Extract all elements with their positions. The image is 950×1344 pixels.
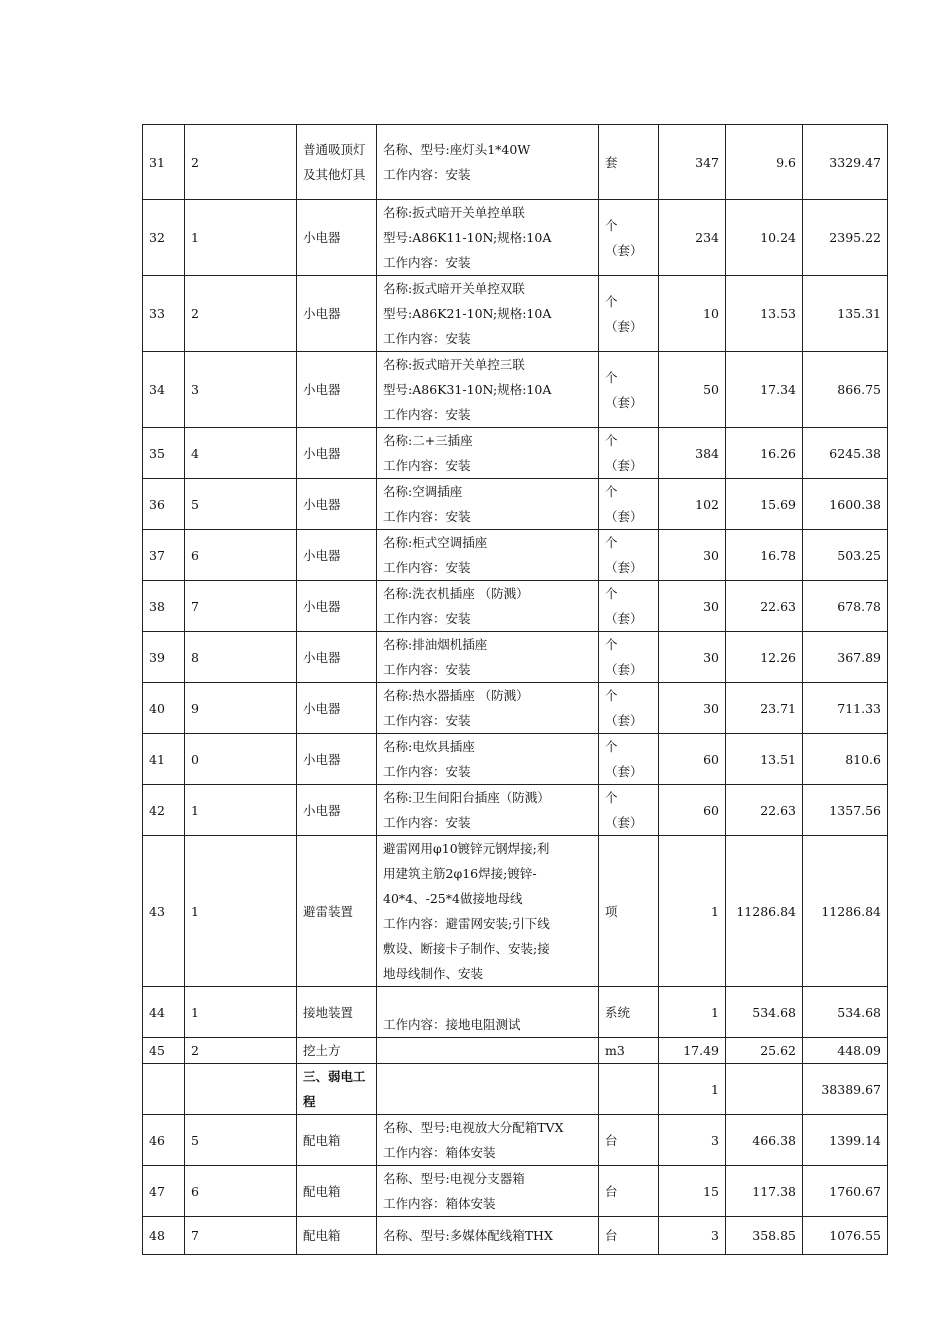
unit-cell: 个 （套） [599,581,659,632]
unit-cell: 个 （套） [599,479,659,530]
total-price-cell: 810.6 [803,734,888,785]
sub-number-cell: 6 [185,1166,297,1217]
table-body [143,125,888,1255]
sub-number-cell: 2 [185,125,297,200]
unit-cell: 套 [599,125,659,200]
item-description-cell: 名称:排油烟机插座 工作内容：安装 [377,632,599,683]
item-description-cell: 名称、型号:座灯头1*40W 工作内容：安装 [377,125,599,200]
sub-number-cell: 6 [185,530,297,581]
item-name-cell: 避雷装置 [297,836,377,987]
table-row [143,683,888,734]
sub-number-cell: 2 [185,1038,297,1064]
item-description-cell: 名称:卫生间阳台插座（防溅） 工作内容：安装 [377,785,599,836]
unit-price-cell: 22.63 [726,785,803,836]
item-description-cell: 名称:空调插座 工作内容：安装 [377,479,599,530]
unit-price-cell: 13.51 [726,734,803,785]
item-number-cell: 36 [143,479,185,530]
table-row [143,836,888,987]
total-price-cell: 11286.84 [803,836,888,987]
bill-of-quantities-table [142,124,888,1255]
table-row [143,428,888,479]
table-row [143,1166,888,1217]
item-number-cell: 35 [143,428,185,479]
table-row [143,276,888,352]
unit-price-cell: 466.38 [726,1115,803,1166]
item-number-cell: 48 [143,1217,185,1255]
unit-cell: 个 （套） [599,734,659,785]
unit-price-cell: 22.63 [726,581,803,632]
total-price-cell: 1357.56 [803,785,888,836]
quantity-cell: 30 [659,530,726,581]
unit-cell: 个 （套） [599,785,659,836]
unit-cell: 个 （套） [599,632,659,683]
item-number-cell: 47 [143,1166,185,1217]
item-description-cell: 名称:扳式暗开关单控单联 型号:A86K11-10N;规格:10A 工作内容：安装 [377,200,599,276]
total-price-cell: 6245.38 [803,428,888,479]
section-header-row [143,1064,888,1115]
quantity-cell: 60 [659,785,726,836]
item-name-cell: 小电器 [297,200,377,276]
item-number-cell: 44 [143,987,185,1038]
sub-number-cell: 5 [185,479,297,530]
item-number-cell: 33 [143,276,185,352]
quantity-cell: 30 [659,683,726,734]
total-price-cell: 2395.22 [803,200,888,276]
unit-price-cell: 25.62 [726,1038,803,1064]
sub-number-cell: 1 [185,785,297,836]
item-number-cell: 43 [143,836,185,987]
unit-price-cell: 15.69 [726,479,803,530]
item-description-cell: 工作内容：接地电阻测试 [377,987,599,1038]
item-name-cell: 小电器 [297,428,377,479]
item-number-cell: 42 [143,785,185,836]
item-description-cell: 名称:扳式暗开关单控三联 型号:A86K31-10N;规格:10A 工作内容：安装 [377,352,599,428]
sub-number-cell: 5 [185,1115,297,1166]
item-description-cell: 名称:二+三插座 工作内容：安装 [377,428,599,479]
quantity-cell: 3 [659,1217,726,1255]
item-number-cell: 39 [143,632,185,683]
item-name-cell: 普通吸顶灯及其他灯具 [297,125,377,200]
unit-price-cell: 358.85 [726,1217,803,1255]
item-number-cell: 34 [143,352,185,428]
sub-number-cell: 4 [185,428,297,479]
unit-cell [599,1064,659,1115]
total-price-cell: 1600.38 [803,479,888,530]
unit-cell: 个 （套） [599,428,659,479]
sub-number-cell: 1 [185,987,297,1038]
item-description-cell: 名称:扳式暗开关单控双联 型号:A86K21-10N;规格:10A 工作内容：安装 [377,276,599,352]
item-name-cell: 小电器 [297,734,377,785]
total-price-cell: 135.31 [803,276,888,352]
table-row [143,632,888,683]
item-number-cell: 40 [143,683,185,734]
sub-number-cell: 7 [185,581,297,632]
item-name-cell: 小电器 [297,530,377,581]
sub-number-cell: 9 [185,683,297,734]
item-number-cell: 41 [143,734,185,785]
item-description-cell: 避雷网用φ10镀锌元钢焊接;利 用建筑主筋2φ16焊接;镀锌- 40*4、-25*4做接地母线 工作内容：避雷网安装;引下线 敷设、断接卡子制作、安装;接 地母线制作、安装 [377,836,599,987]
item-name-cell: 配电箱 [297,1217,377,1255]
item-name-cell: 小电器 [297,683,377,734]
unit-price-cell: 534.68 [726,987,803,1038]
total-price-cell: 678.78 [803,581,888,632]
total-price-cell: 1076.55 [803,1217,888,1255]
table-row [143,734,888,785]
item-name-cell: 配电箱 [297,1115,377,1166]
unit-cell: 个 （套） [599,276,659,352]
total-price-cell: 503.25 [803,530,888,581]
item-name-cell: 小电器 [297,352,377,428]
total-price-cell: 38389.67 [803,1064,888,1115]
item-description-cell: 名称:洗衣机插座 （防溅） 工作内容：安装 [377,581,599,632]
item-name-cell: 小电器 [297,785,377,836]
quantity-cell: 30 [659,581,726,632]
quantity-cell: 1 [659,987,726,1038]
item-number-cell: 37 [143,530,185,581]
quantity-cell: 60 [659,734,726,785]
quantity-cell: 17.49 [659,1038,726,1064]
table-row [143,200,888,276]
unit-cell: 系统 [599,987,659,1038]
total-price-cell: 367.89 [803,632,888,683]
item-number-cell: 46 [143,1115,185,1166]
item-description-cell [377,1038,599,1064]
item-number-cell: 38 [143,581,185,632]
sub-number-cell: 0 [185,734,297,785]
table-row [143,352,888,428]
quantity-cell: 1 [659,1064,726,1115]
table-row [143,987,888,1038]
unit-price-cell: 16.78 [726,530,803,581]
item-description-cell: 名称:电炊具插座 工作内容：安装 [377,734,599,785]
quantity-cell: 1 [659,836,726,987]
total-price-cell: 534.68 [803,987,888,1038]
quantity-cell: 3 [659,1115,726,1166]
total-price-cell: 1760.67 [803,1166,888,1217]
item-number-cell: 31 [143,125,185,200]
sub-number-cell: 8 [185,632,297,683]
quantity-cell: 10 [659,276,726,352]
table-row [143,785,888,836]
quantity-cell: 15 [659,1166,726,1217]
unit-cell: 台 [599,1166,659,1217]
item-number-cell: 32 [143,200,185,276]
sub-number-cell: 7 [185,1217,297,1255]
unit-price-cell: 117.38 [726,1166,803,1217]
unit-cell: 个 （套） [599,683,659,734]
unit-cell: 个 （套） [599,530,659,581]
unit-price-cell: 16.26 [726,428,803,479]
unit-price-cell: 9.6 [726,125,803,200]
item-description-cell [377,1064,599,1115]
table-row [143,1038,888,1064]
table-row [143,581,888,632]
item-description-cell: 名称:柜式空调插座 工作内容：安装 [377,530,599,581]
sub-number-cell: 3 [185,352,297,428]
table-row [143,1115,888,1166]
unit-price-cell: 10.24 [726,200,803,276]
table-row [143,125,888,200]
item-name-cell: 小电器 [297,632,377,683]
item-name-cell: 小电器 [297,479,377,530]
unit-cell: 台 [599,1217,659,1255]
item-description-cell: 名称、型号:电视分支器箱 工作内容：箱体安装 [377,1166,599,1217]
unit-cell: 台 [599,1115,659,1166]
table-row [143,1217,888,1255]
unit-price-cell: 11286.84 [726,836,803,987]
quantity-cell: 102 [659,479,726,530]
item-name-cell: 小电器 [297,581,377,632]
total-price-cell: 1399.14 [803,1115,888,1166]
quantity-cell: 50 [659,352,726,428]
item-name-cell: 配电箱 [297,1166,377,1217]
item-name-cell: 小电器 [297,276,377,352]
sub-number-cell: 1 [185,836,297,987]
table-row [143,479,888,530]
item-number-cell [143,1064,185,1115]
unit-price-cell: 13.53 [726,276,803,352]
total-price-cell: 448.09 [803,1038,888,1064]
sub-number-cell [185,1064,297,1115]
item-name-cell: 挖土方 [297,1038,377,1064]
item-name-cell: 三、弱电工程 [297,1064,377,1115]
item-name-cell: 接地装置 [297,987,377,1038]
unit-cell: 个 （套） [599,352,659,428]
item-description-cell: 名称、型号:电视放大分配箱TVX 工作内容：箱体安装 [377,1115,599,1166]
unit-price-cell [726,1064,803,1115]
quantity-cell: 30 [659,632,726,683]
unit-cell: 项 [599,836,659,987]
table-row [143,530,888,581]
unit-cell: 个 （套） [599,200,659,276]
unit-price-cell: 12.26 [726,632,803,683]
quantity-cell: 384 [659,428,726,479]
unit-price-cell: 23.71 [726,683,803,734]
quantity-cell: 347 [659,125,726,200]
total-price-cell: 711.33 [803,683,888,734]
item-number-cell: 45 [143,1038,185,1064]
unit-price-cell: 17.34 [726,352,803,428]
quantity-cell: 234 [659,200,726,276]
item-description-cell: 名称:热水器插座 （防溅） 工作内容：安装 [377,683,599,734]
total-price-cell: 3329.47 [803,125,888,200]
total-price-cell: 866.75 [803,352,888,428]
sub-number-cell: 2 [185,276,297,352]
unit-cell: m3 [599,1038,659,1064]
item-description-cell: 名称、型号:多媒体配线箱THX [377,1217,599,1255]
sub-number-cell: 1 [185,200,297,276]
